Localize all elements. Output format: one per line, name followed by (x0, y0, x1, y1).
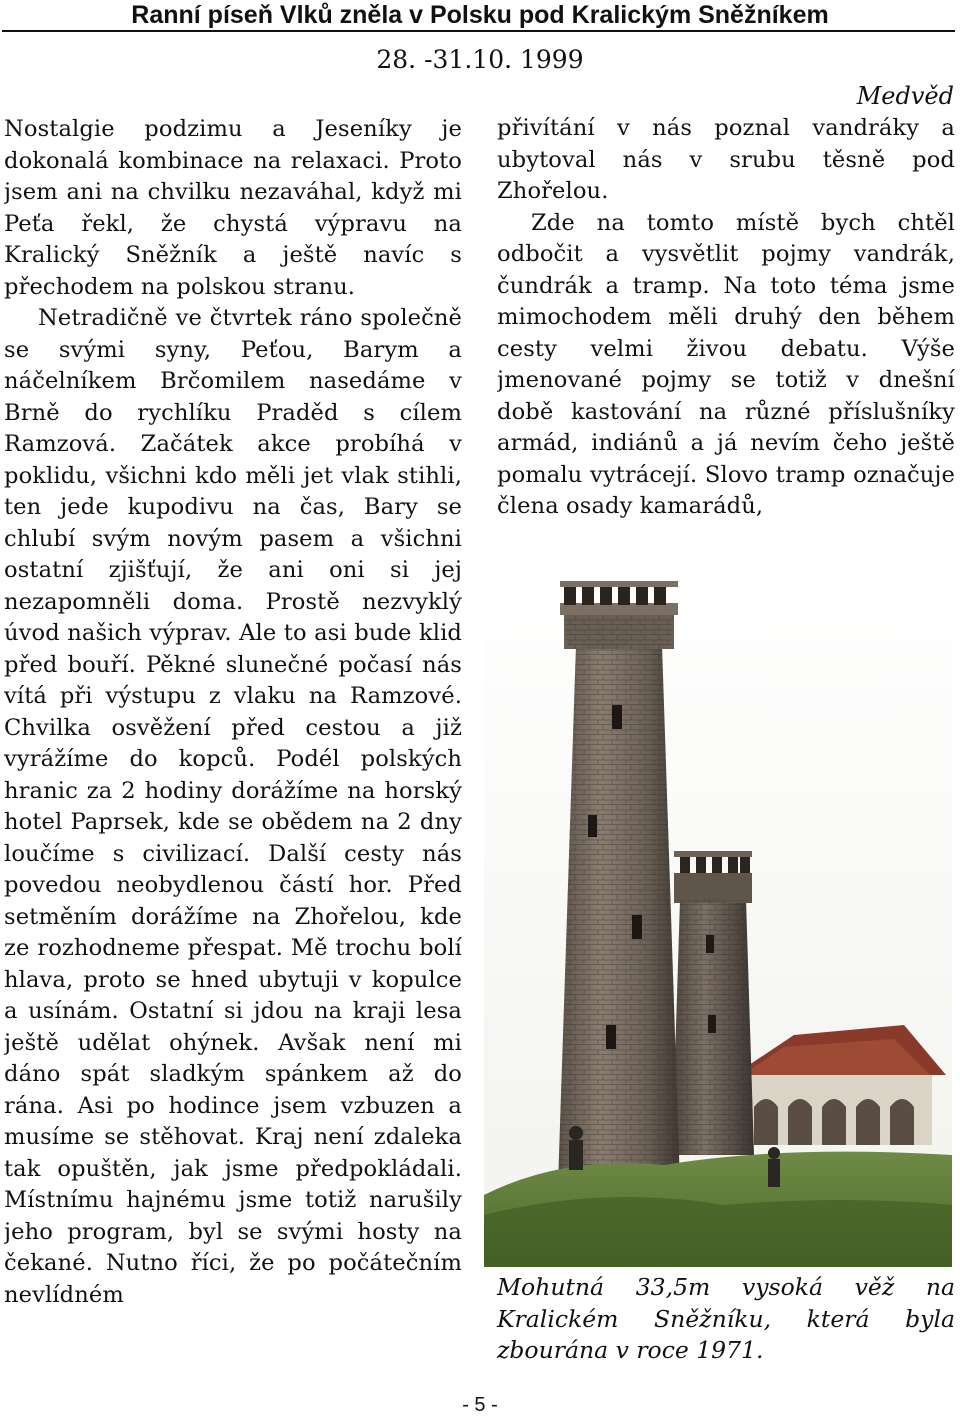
photo-caption: Mohutná 33,5m vysoká věž na Kralickém Sněžníku, která byla zbourána v roce 1971. (497, 1273, 955, 1364)
right-column (497, 113, 955, 528)
page-number: - 5 - (462, 1394, 498, 1416)
paragraph-definitions: Zde na tomto místě bych chtěl odbočit a vysvětlit pojmy vandrák, čundrák a tramp. Na toto téma jsme mimochodem měli druhý den během cesty velmi živou debatu. Výše jmenované pojmy se totiž v dnešní době kastování na různé příslušníky armád, indiánů a já nevím čeho ještě pomalu vytrácejí. Slovo tramp označuje člena osady kamarádů, (497, 209, 955, 519)
paragraph-continuation: přivítání v nás poznal vandráky a ubytoval nás v srubu těsně pod Zhořelou. (497, 115, 955, 204)
paragraph-journey: Netradičně ve čtvrtek ráno společně se svými syny, Peťou, Barym a náčelníkem Brčomilem nasedáme v Brně do rychlíku Praděd s cílem Ramzová. Začátek akce probíhá v poklidu, všichni kdo měli jet vlak stihli, ten jede kupodivu na čas, Bary se chlubí svým novým pasem a všichni ostatní zjišťují, že ani oni si jej nezapomněli doma. Prostě nezvyklý úvod našich výprav. Ale to asi bude klid před bouří. Pěkné slunečné počasí nás vítá při výstupu z vlaku na Ramzové. Chvilka osvěžení před cestou a již vyrážíme do kopců. Podél polských hranic za 2 hodiny dorážíme na horský hotel Paprsek, kde se obědem na 2 dny loučíme s civilizací. Další cesty nás povedou neobydlenou částí hor. Před setměním dorážíme na Zhořelou, kde ze rozhodneme přespat. Mě trochu bolí hlava, proto se hned ubytuji v kopulce a usínám. Ostatní si jdou na kraji lesa ještě udělat ohýnek. Avšak není mi dáno spát sladkým spánkem až do rána. Asi po hodince jsem vzbuzen a musíme se stěhovat. Kraj není zdaleka tak opuštěn, jak jsme předpokládali. Místnímu hajnému jsme totiž narušily jeho program, byl se svými hosty na čekané. Nutno říci, že po počátečním nevlídném (4, 305, 462, 1308)
paragraph-intro: Nostalgie podzimu a Jeseníky je dokonalá kombinace na relaxaci. Proto jsem ani na chvilku nezaváhal, když mi Peťa řekl, že chystá výpravu na Kralický Sněžník a ještě navíc s přechodem na polskou stranu. (4, 116, 462, 300)
left-column (4, 114, 462, 1379)
title-underline (2, 30, 955, 32)
tower-photo (484, 555, 952, 1267)
article-title: Ranní píseň Vlků zněla v Polsku pod Kralickým Sněžníkem (131, 1, 829, 29)
author-signature: Medvěd (856, 82, 954, 110)
article-date: 28. -31.10. 1999 (376, 45, 584, 74)
tower-illustration (484, 555, 952, 1267)
